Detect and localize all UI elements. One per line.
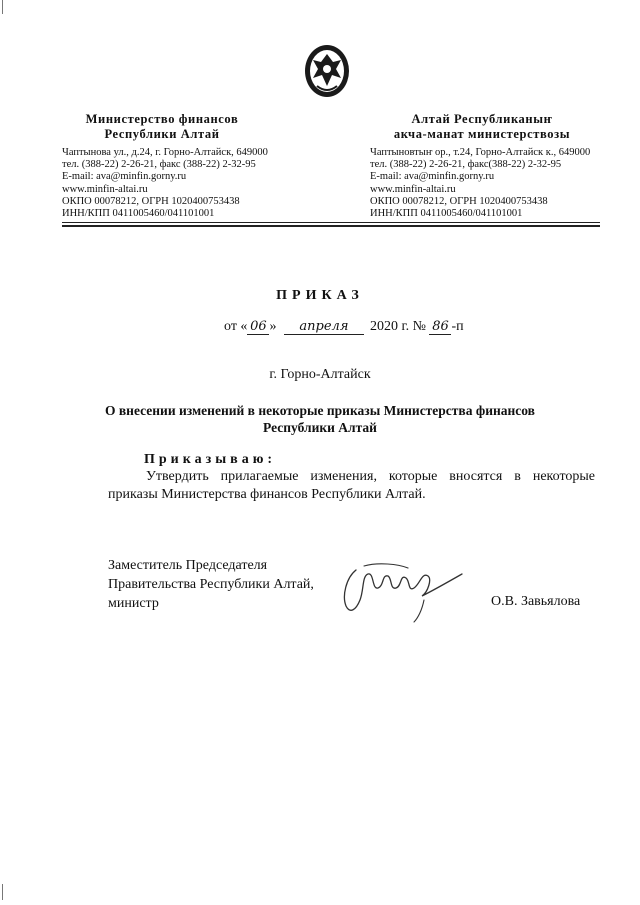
document-title: ПРИКАЗ bbox=[276, 288, 364, 303]
ministry-name-russian-line2: Республики Алтай bbox=[104, 127, 220, 141]
contact-inn-kpp: ИНН/КПП 0411005460/041101001 bbox=[62, 208, 215, 220]
ministry-name-altai bbox=[362, 112, 602, 142]
ministry-contacts-russian bbox=[62, 147, 268, 220]
ministry-contacts-altai bbox=[370, 147, 590, 220]
date-prefix: от « bbox=[224, 319, 248, 334]
contact-email: E-mail: ava@minfin.gorny.ru bbox=[370, 171, 495, 183]
contact-phone: тел. (388-22) 2-26-21, факс (388-22) 2-32-95 bbox=[62, 159, 256, 171]
document-number-suffix: -п bbox=[451, 319, 464, 334]
ministry-name-russian bbox=[62, 112, 262, 142]
contact-website: www.minfin-altai.ru bbox=[370, 183, 456, 195]
subject-line2: Республики Алтай bbox=[263, 420, 377, 435]
order-body-text: Утвердить прилагаемые изменения, которые вносятся в некоторые приказы Министерства финансов Республики Алтай. bbox=[108, 469, 595, 502]
scan-edge-mark-top bbox=[2, 0, 3, 14]
document-number-handwritten: 86 bbox=[429, 320, 451, 335]
ministry-name-altai-line1: Алтай Республиканыҥ bbox=[411, 112, 553, 126]
date-quote-close: » bbox=[269, 319, 277, 334]
contact-email: E-mail: ava@minfin.gorny.ru bbox=[62, 171, 187, 183]
subject-line1: О внесении изменений в некоторые приказы Министерства финансов bbox=[105, 403, 535, 418]
ministry-name-russian-line1: Министерство финансов bbox=[85, 112, 239, 126]
contact-inn-kpp: ИНН/КПП 0411005460/041101001 bbox=[370, 208, 523, 220]
republic-emblem-icon bbox=[303, 42, 351, 98]
date-day-handwritten: 06 bbox=[247, 320, 269, 335]
signatory-position bbox=[108, 556, 314, 613]
handwritten-signature-icon bbox=[338, 556, 468, 628]
document-date-line bbox=[224, 319, 464, 335]
contact-phone: тел. (388-22) 2-26-21, факс(388-22) 2-32-95 bbox=[370, 159, 562, 171]
contact-okpo-ogrn: ОКПО 00078212, ОГРН 1020400753438 bbox=[370, 195, 548, 207]
signatory-line1: Заместитель Председателя bbox=[108, 558, 268, 573]
contact-okpo-ogrn: ОКПО 00078212, ОГРН 1020400753438 bbox=[62, 195, 240, 207]
signatory-line2: Правительства Республики Алтай, bbox=[108, 577, 314, 592]
contact-address: Чаптыновтыҥ ор., т.24, Горно-Алтайск к., 649000 bbox=[370, 147, 591, 158]
signatory-name: О.В. Завьялова bbox=[491, 594, 581, 609]
scan-edge-mark-bottom bbox=[2, 884, 3, 900]
signatory-line3: министр bbox=[108, 596, 159, 611]
order-word: Приказываю: bbox=[144, 452, 277, 467]
ministry-name-altai-line2: акча-манат министерствозы bbox=[393, 127, 571, 141]
document-subject bbox=[60, 402, 580, 436]
header-divider-thick bbox=[62, 225, 600, 227]
date-month-handwritten: апреля bbox=[284, 320, 364, 335]
document-city: г. Горно-Алтайск bbox=[269, 367, 371, 382]
date-year-number-label: 2020 г. № bbox=[369, 319, 426, 334]
contact-website: www.minfin-altai.ru bbox=[62, 183, 148, 195]
contact-address: Чаптынова ул., д.24, г. Горно-Алтайск, 649000 bbox=[62, 147, 268, 158]
header-divider-thin bbox=[62, 222, 600, 223]
